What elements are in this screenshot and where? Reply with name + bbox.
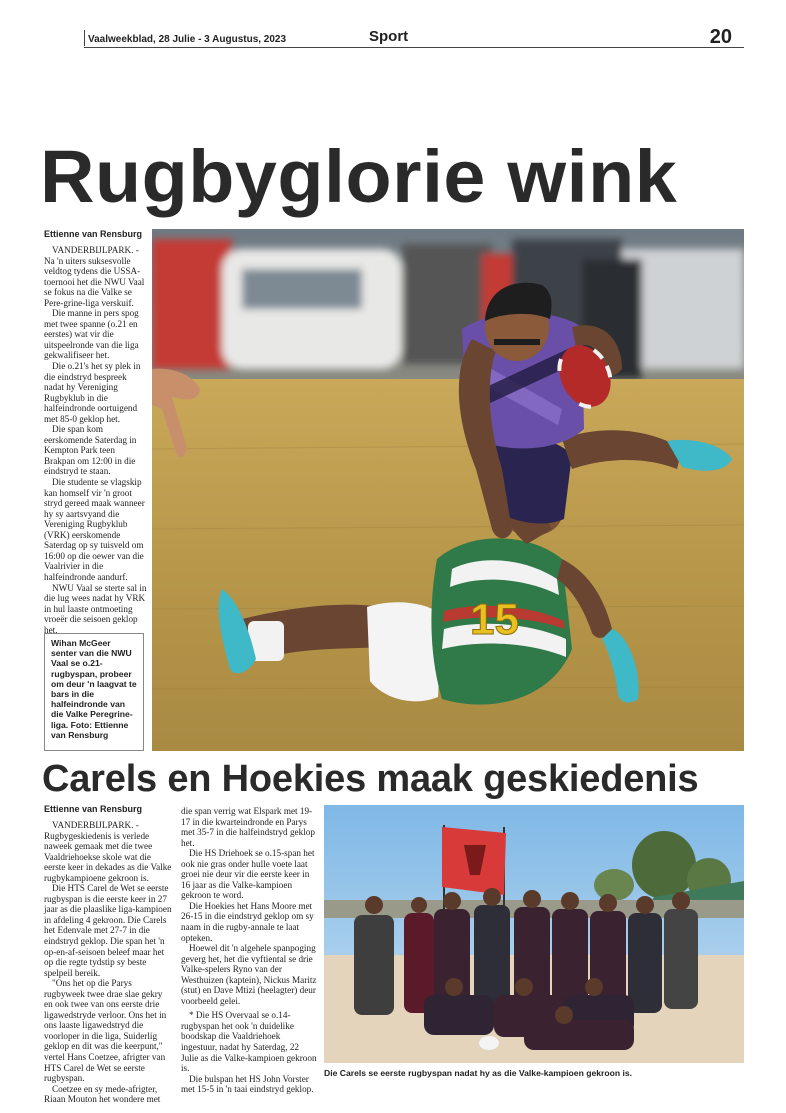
team-photo: [324, 805, 744, 1063]
rugby-tackle-illustration: [152, 229, 744, 751]
story1-headline: Rugbyglorie wink: [40, 135, 678, 218]
publication-date: Vaalweekblad, 28 Julie - 3 Augustus, 2023: [88, 34, 287, 45]
section-label: Sport: [369, 28, 409, 45]
story1-paragraph: Die span kom eerskomende Saterdag in Kempton Park teen Brakpan om 12:00 in die eindstryd te staan.: [44, 424, 137, 477]
story2-paragraph: * Die HS Overvaal se o.14-rugbyspan het ook 'n duidelike boodskap die Vaaldriehoek ingestuur, nadat hy Saterdag, 22 Julie as die Valke-kampioen gekroon is.: [181, 1010, 317, 1074]
page-masthead: [84, 26, 744, 48]
story2-paragraph: Hoewel dit 'n algehele spanpoging geverg het, het die vyftiental se drie Valke-spelers Ryno van der Westhuizen (kaptein), Nickus Maritz (stut) en Dave Mtizi (heelagter) deur voorbeeld gelei.: [181, 943, 317, 1006]
story2-column-a: [44, 820, 172, 1105]
story2-paragraph: Die Hoekies het Hans Moore met 26-15 in die eindstryd geklop om sy naam in die rugby-annale te laat opteken.: [181, 900, 314, 943]
story1-body: [44, 245, 147, 635]
story2-paragraph: Die bulspan het HS John Vorster met 15-5 in 'n taai eindstryd geklop.: [181, 1073, 314, 1095]
story2-paragraph: die span verrig wat Elspark met 19-17 in die kwarteindronde en Parys met 35-7 in die halfeindstryd geklop het.: [181, 806, 315, 848]
story1-photo-caption: [44, 633, 144, 751]
page-number: 20: [709, 26, 732, 48]
story2-headline: Carels en Hoekies maak geskiedenis: [42, 758, 699, 800]
story1-paragraph: NWU Vaal se sterte sal in die lug wees nadat hy VRK in hul laaste ontmoeting vroeër die seisoen geklop het.: [44, 582, 147, 635]
masthead-rule: [84, 30, 85, 46]
story1-paragraph: VANDERBIJLPARK. - Na 'n uiters suksesvolle veldtog tydens die USSA-toernooi het die NWU Vaal se fokus na die Valke se Pere-grine-liga verskuif.: [44, 245, 145, 308]
jersey-number: 15: [470, 595, 519, 644]
story2-paragraph: Die HS Driehoek se o.15-span het ook nie gras onder hulle voete laat groei nie deur vir die eerste keer in 16 jaar as die Valke-kampioen gekroon te word.: [181, 848, 315, 901]
story1-photo-caption-text: Wihan McGeer senter van die NWU Vaal se o.21-rugbyspan, probeer om deur 'n laagvat te bars in die halfeindronde van die Valke Peregrine-liga. Foto: Ettienne van Rensburg: [51, 638, 137, 740]
story2-byline: Ettienne van Rensburg: [44, 804, 143, 814]
story2-column-b: [181, 806, 317, 1095]
story1-byline: Ettienne van Rensburg: [44, 229, 143, 239]
story2-paragraph: Coetzee en sy mede-afrigter, Riaan Mouton het wondere met: [44, 1083, 161, 1105]
story2-paragraph: Die HTS Carel de Wet se eerste rugbyspan is die eerste keer in 27 jaar as die plaaslike liga-kampioen in afdeling 4 gekroon. Die Carels het Edenvale met 27-7 in die eindstryd geklop. Die span het 'n op-en-af-seisoen beleef maar het op die regte tydstip sy beste spelpeil bereik.: [44, 883, 172, 978]
story2-photo-caption: Die Carels se eerste rugbyspan nadat hy as die Valke-kampioen gekroon is.: [324, 1068, 633, 1078]
story1-paragraph: Die studente se vlagskip kan homself vir 'n groot stryd gereed maak wanneer hy sy aartsvyand die Vereniging Rugbyklub (VRK) eerskomende Saterdag op sy tuisveld om 16:00 op die oewer van die Vaalrivier in die halfeindronde aandurf.: [44, 477, 145, 582]
story1-paragraph: Die manne in pers spog met twee spanne (o.21 en eerstes) wat vir die uitspeelronde van die liga gekwalifiseer het.: [44, 308, 139, 361]
story1-paragraph: Die o.21's het sy plek in die eindstryd bespreek nadat hy Vereniging Rugbyklub in die halfeindronde oortuigend met 85-0 geklop het.: [44, 361, 141, 424]
rugby-tackle-photo: [152, 229, 744, 751]
story2-paragraph: "Ons het op die Parys rugbyweek twee drae slae gekry en ook twee van ons eerste drie ligawedstryde verloor. Ons het in ons laaste ligawedstryd die voorloper in die liga, Suiderlig geklop en dit was die keerpunt," vertel Hans Coetzee, afrigter van HTS Carel de Wet se eerste rugbyspan.: [44, 978, 167, 1084]
story2-paragraph: VANDERBIJLPARK. - Rugbygeskiedenis is verlede naweek gemaak met die twee Vaaldriehoekse skole wat die eerste keer in dekades as die Valke rugbykampioene gekroon is.: [44, 820, 172, 883]
team-photo-illustration: [324, 805, 744, 1063]
